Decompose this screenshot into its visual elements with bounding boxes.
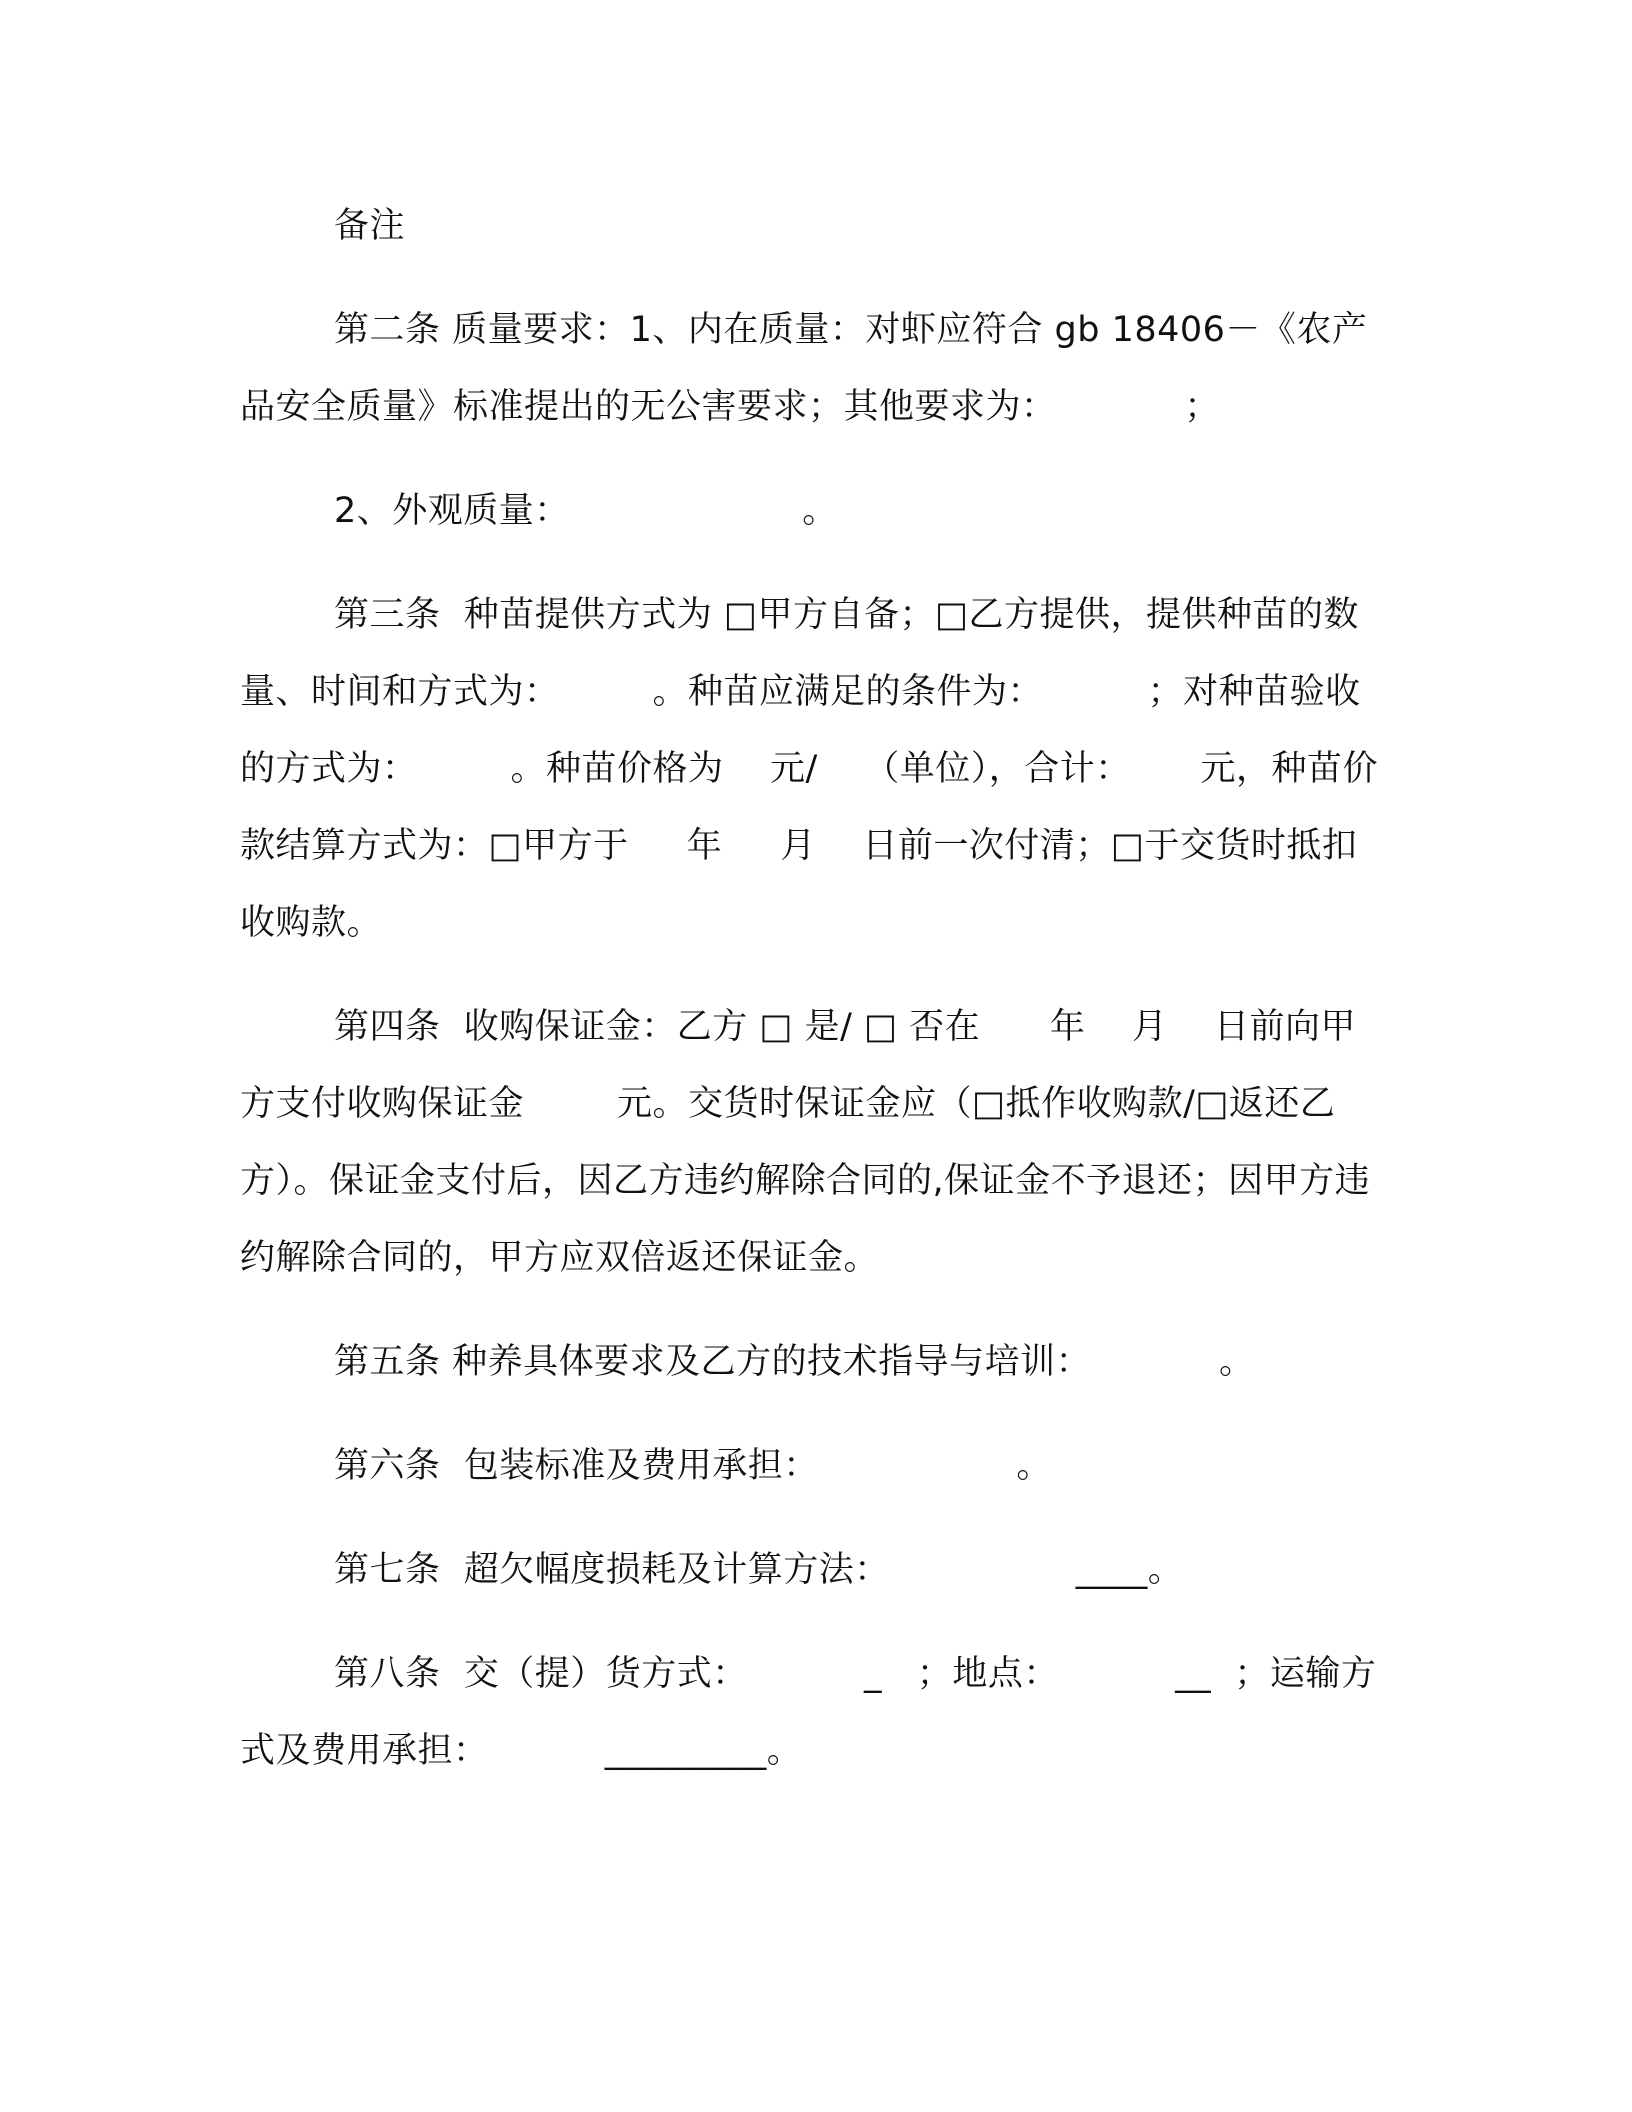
- article-4-purchase-deposit: 第四条 收购保证金：乙方 □ 是/ □ 否在 年 月 日前向甲方支付收购保证金 元。交货时保证金应（□抵作收购款/□返还乙方）。保证金支付后，因乙方违约解除合同的,保证金不予退还；因甲方违约解除合同的，甲方应双倍返还保证金。: [240, 1007, 1371, 1278]
- article-8-delivery-method: 第八条 交（提）货方式： _ ；地点： __ ；运输方式及费用承担： _________。: [240, 1654, 1377, 1771]
- article-2-appearance-quality: 2、外观质量： 。: [334, 491, 838, 531]
- document-body: [240, 188, 1390, 1790]
- paragraph-gap: [240, 962, 1390, 989]
- paragraph-gap: [240, 1505, 1390, 1532]
- article-3-seedling-supply: 第三条 种苗提供方式为 □甲方自备；□乙方提供，提供种苗的数量、时间和方式为： 。种苗应满足的条件为： ；对种苗验收的方式为： 。种苗价格为 元/ （单位），合计： 元，种苗价款结算方式为：□甲方于 年 月 日前一次付清；□于交货时抵扣收购款。: [240, 595, 1379, 943]
- paragraph-gap: [240, 1297, 1390, 1324]
- paragraph-gap: [240, 550, 1390, 577]
- remarks-heading: 备注: [334, 206, 406, 246]
- article-5-training-requirements: 第五条 种养具体要求及乙方的技术指导与培训： 。: [334, 1342, 1255, 1382]
- paragraph-gap: [240, 446, 1390, 473]
- article-7-loss-calculation: 第七条 超欠幅度损耗及计算方法： ____。: [334, 1550, 1184, 1590]
- paragraph-gap: [240, 265, 1390, 292]
- article-6-packaging-standard: 第六条 包装标准及费用承担： 。: [334, 1446, 1052, 1486]
- paragraph-gap: [240, 1609, 1390, 1636]
- paragraph-gap: [240, 1401, 1390, 1428]
- article-2-quality-requirements: 第二条 质量要求：1、内在质量：对虾应符合 gb 18406－《农产品安全质量》标准提出的无公害要求；其他要求为： ；: [240, 310, 1368, 427]
